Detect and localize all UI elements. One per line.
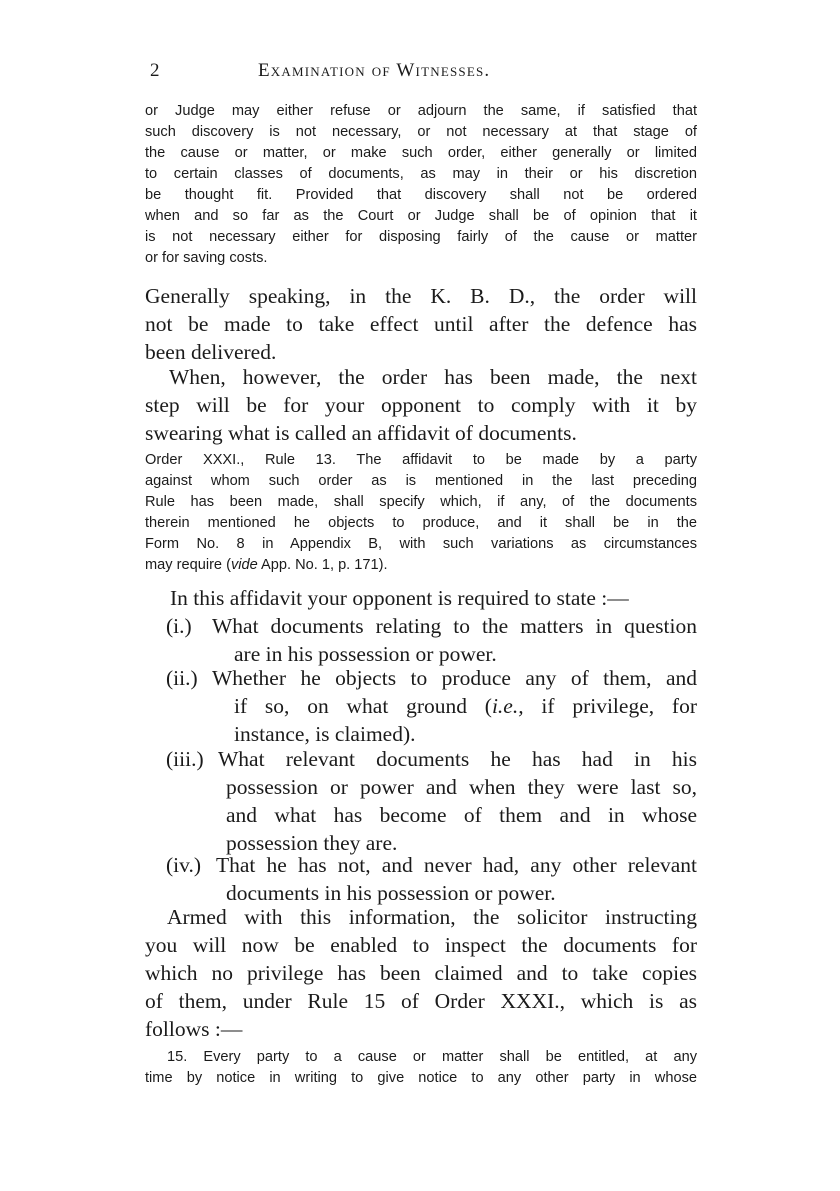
text-line: possession or power and when they were last so, [226, 775, 697, 799]
italic-term: i.e., [491, 694, 524, 718]
text-line: follows :— [145, 1017, 243, 1041]
running-title: Examination of Witnesses. [258, 60, 491, 81]
text-line: been delivered. [145, 340, 277, 364]
text-line: What documents relating to the matters in question [212, 614, 697, 638]
text-line: of them, under Rule 15 of Order XXXI., which is as [145, 989, 697, 1013]
text-line: against whom such order as is mentioned in the last preceding [145, 473, 697, 489]
text-line: Order XXXI., Rule 13. The affidavit to be made by a party [145, 452, 697, 468]
text-line: such discovery is not necessary, or not necessary at that stage of [145, 124, 697, 140]
list-item [166, 664, 697, 748]
text-line: or Judge may either refuse or adjourn the same, if satisfied that [145, 103, 697, 119]
text-line: step will be for your opponent to comply with it by [145, 393, 697, 417]
text-line: therein mentioned he objects to produce, and it shall be in the [145, 515, 697, 531]
list-item [166, 745, 697, 857]
text-line: possession they are. [226, 831, 398, 855]
italic-term: vide [230, 557, 258, 573]
rule-excerpt-rule-15 [145, 1047, 697, 1089]
text-line: which no privilege has been claimed and to take copies [145, 961, 697, 985]
paragraph-affidavit [145, 363, 697, 447]
text-line: be thought fit. Provided that discovery shall not be ordered [145, 187, 697, 203]
text-line: documents in his possession or power. [226, 881, 556, 905]
text-line: Whether he objects to produce any of them, and [212, 666, 697, 690]
text-line: 15. Every party to a cause or matter shall be entitled, at any [167, 1049, 697, 1065]
rule-excerpt-order-xxxi-13 [145, 450, 697, 576]
list-item [166, 612, 697, 668]
text-line [145, 555, 697, 576]
text-line: Generally speaking, in the K. B. D., the order will [145, 284, 697, 308]
text-line: swearing what is called an affidavit of documents. [145, 421, 577, 445]
text-line: or for saving costs. [145, 250, 268, 266]
text-line: time by notice in writing to give notice to any other party in whose [145, 1070, 697, 1086]
paragraph-inspection [145, 903, 697, 1043]
list-marker: (i.) [166, 614, 192, 638]
text-line: are in his possession or power. [234, 642, 497, 666]
list-item [166, 851, 697, 907]
text-line: the cause or matter, or make such order, either generally or limited [145, 145, 697, 161]
page-number: 2 [150, 60, 160, 81]
list-marker: (iv.) [166, 853, 202, 877]
paragraph-kbd-order [145, 282, 697, 366]
text-run: if so, on what ground ( [234, 694, 492, 718]
text-line: and what has become of them and in whose [226, 803, 697, 827]
text-line: Form No. 8 in Appendix B, with such variations as circumstances [145, 536, 697, 552]
text-line: What relevant documents he has had in his [218, 747, 697, 771]
text-line: not be made to take effect until after the defence has [145, 312, 697, 336]
list-marker: (ii.) [166, 666, 198, 690]
text-line: when and so far as the Court or Judge shall be of opinion that it [145, 208, 697, 224]
text-run: if privilege, for [523, 694, 697, 718]
text-line: is not necessary either for disposing fairly of the cause or matter [145, 229, 697, 245]
text-line: you will now be enabled to inspect the documents for [145, 933, 697, 957]
rule-excerpt-discovery [145, 101, 697, 269]
text-line [234, 692, 697, 720]
text-line: Rule has been made, shall specify which, if any, of the documents [145, 494, 697, 510]
list-marker: (iii.) [166, 747, 204, 771]
text-line: instance, is claimed). [234, 722, 416, 746]
text-run: App. No. 1, p. 171). [257, 557, 388, 573]
text-line: to certain classes of documents, as may in their or his discretion [145, 166, 697, 182]
text-line: When, however, the order has been made, the next [169, 365, 697, 389]
text-run: may require ( [145, 557, 231, 573]
text-line: That he has not, and never had, any other relevant [216, 853, 697, 877]
page-header [150, 60, 695, 90]
list-introduction [170, 584, 697, 612]
text-line: Armed with this information, the solicitor instructing [167, 905, 697, 929]
text-line: In this affidavit your opponent is required to state :— [170, 586, 629, 610]
